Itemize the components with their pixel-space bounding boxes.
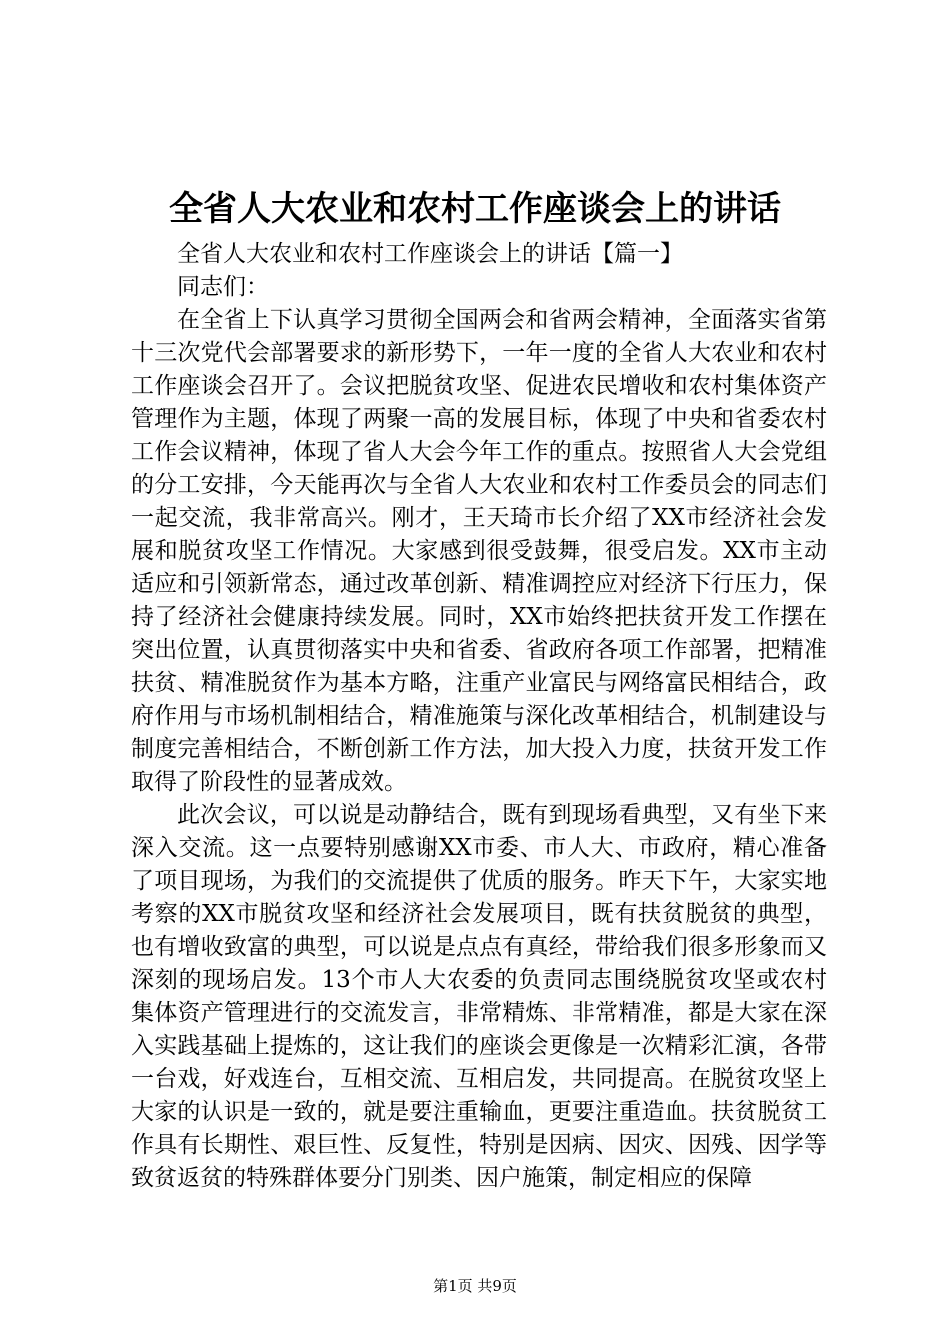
document-body [131, 238, 827, 1195]
salutation: 同志们： [177, 274, 269, 300]
document-subtitle: 全省人大农业和农村工作座谈会上的讲话【篇一】 [177, 241, 683, 267]
body-paragraph-2: 此次会议，可以说是动静结合，既有到现场看典型，又有坐下来深入交流。这一点要特别感谢XX市委、市人大、市政府，精心准备了项目现场，为我们的交流提供了优质的服务。昨天下午，大家实地考察的XX市脱贫攻坚和经济社会发展项目，既有扶贫脱贫的典型，也有增收致富的典型，可以说是点点有真经，带给我们很多形象而又深刻的现场启发。13个市人大农委的负责同志围绕脱贫攻坚或农村集体资产管理进行的交流发言，非常精炼、非常精准，都是大家在深入实践基础上提炼的，这让我们的座谈会更像是一次精彩汇演，各带一台戏，好戏连台，互相交流、互相启发，共同提高。在脱贫攻坚上大家的认识是一致的，就是要注重输血，更要注重造血。扶贫脱贫工作具有长期性、艰巨性、反复性，特别是因病、因灾、因残、因学等致贫返贫的特殊群体要分门别类、因户施策，制定相应的保障 [131, 802, 827, 1191]
body-paragraph-1: 在全省上下认真学习贯彻全国两会和省两会精神，全面落实省第十三次党代会部署要求的新形势下，一年一度的全省人大农业和农村工作座谈会召开了。会议把脱贫攻坚、促进农民增收和农村集体资产管理作为主题，体现了两聚一高的发展目标，体现了中央和省委农村工作会议精神，体现了省人大会今年工作的重点。按照省人大会党组的分工安排，今天能再次与全省人大农业和农村工作委员会的同志们一起交流，我非常高兴。刚才，王天琦市长介绍了XX市经济社会发展和脱贫攻坚工作情况。大家感到很受鼓舞，很受启发。XX市主动适应和引领新常态，通过改革创新、精准调控应对经济下行压力，保持了经济社会健康持续发展。同时，XX市始终把扶贫开发工作摆在突出位置，认真贯彻落实中央和省委、省政府各项工作部署，把精准扶贫、精准脱贫作为基本方略，注重产业富民与网络富民相结合，政府作用与市场机制相结合，精准施策与深化改革相结合，机制建设与制度完善相结合，不断创新工作方法，加大投入力度，扶贫开发工作取得了阶段性的显著成效。 [131, 307, 827, 795]
page-number-footer: 第1页 共9页 [433, 1277, 517, 1295]
document-title: 全省人大农业和农村工作座谈会上的讲话 [169, 189, 781, 229]
